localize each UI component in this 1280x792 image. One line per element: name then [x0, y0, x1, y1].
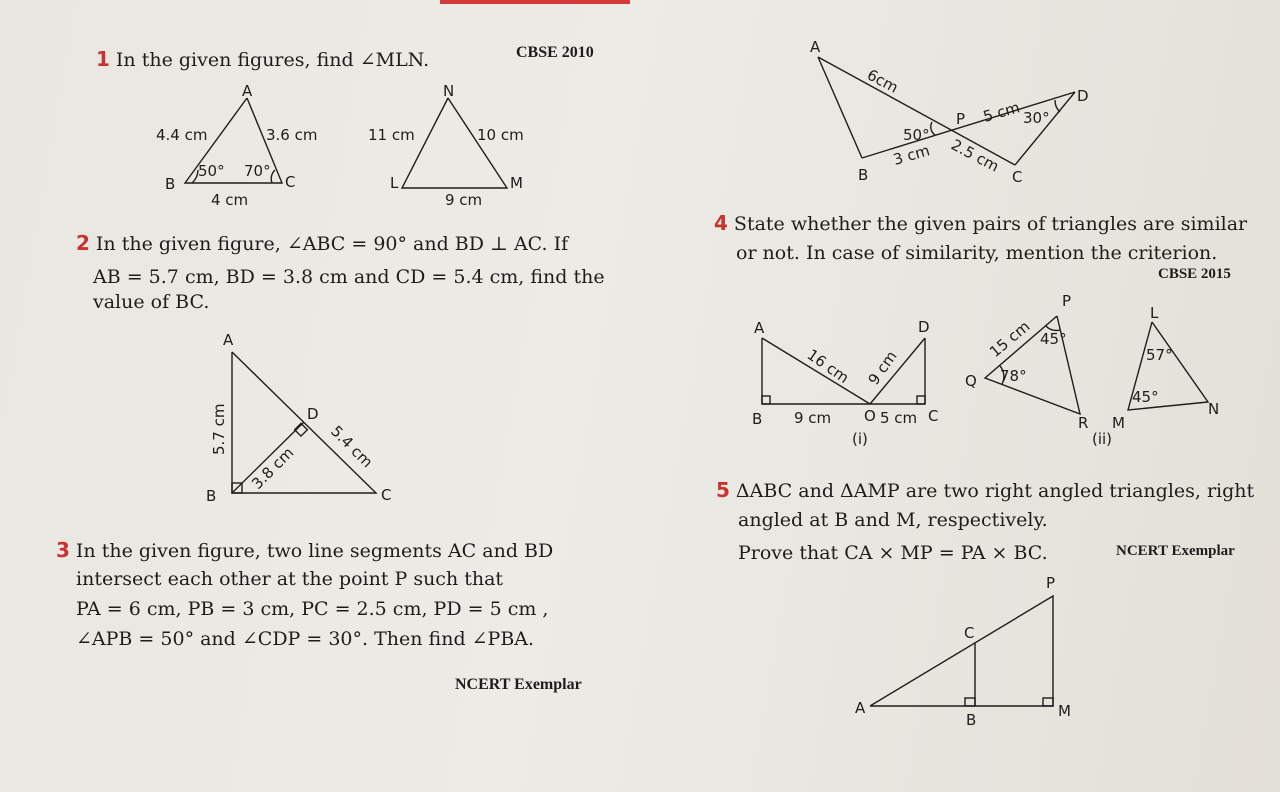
length-pc: 2.5 cm: [948, 135, 1003, 176]
question-4-line1: [714, 208, 1247, 239]
q4-figure-ii-pqr: [965, 292, 1088, 432]
label-p: P: [1046, 574, 1056, 592]
question-number: 5: [716, 478, 730, 502]
question-number: 2: [76, 231, 90, 255]
source-tag: NCERT Exemplar: [1116, 543, 1235, 559]
label-m: M: [510, 174, 523, 192]
label-c: C: [964, 624, 975, 642]
side-ab: 5.7 cm: [210, 403, 228, 455]
q4-figure-i: [752, 318, 938, 448]
label-b: B: [858, 166, 869, 184]
label-p: P: [1062, 292, 1072, 310]
label-d: D: [918, 318, 930, 336]
q2-figure: [206, 331, 391, 505]
caption-ii: (ii): [1092, 430, 1113, 448]
side-lm: 9 cm: [445, 191, 483, 209]
side-bd: 3.8 cm: [248, 443, 298, 493]
label-c: C: [381, 486, 392, 504]
side-dc: 5.4 cm: [327, 422, 377, 472]
label-r: R: [1078, 414, 1089, 432]
question-text: ΔABC and ΔAMP are two right angled triangles, right: [735, 480, 1255, 502]
question-2-line1: [76, 228, 568, 259]
angle-m: 45°: [1132, 388, 1159, 406]
question-number: 3: [56, 538, 70, 562]
question-5-line1: [716, 475, 1254, 506]
question-text: In the given figure, ∠ABC = 90° and BD ⊥ AC. If: [95, 233, 569, 255]
label-b: B: [752, 410, 763, 428]
question-text: In the given figure, two line segments AC and BD: [75, 540, 554, 562]
length-ao: 16 cm: [803, 345, 853, 388]
label-b: B: [206, 487, 217, 505]
angle-apb: 50°: [903, 126, 930, 144]
question-3-line3: PA = 6 cm, PB = 3 cm, PC = 2.5 cm, PD = 5 cm ,: [76, 598, 549, 620]
label-d: D: [307, 405, 319, 423]
angle-c: 70°: [244, 162, 271, 180]
length-pd: 5 cm: [981, 98, 1022, 126]
label-m: M: [1058, 702, 1071, 720]
question-text: State whether the given pairs of triangles are similar: [733, 213, 1248, 235]
label-o: O: [864, 407, 876, 425]
length-pb: 3 cm: [891, 141, 932, 169]
label-l: L: [1150, 304, 1159, 322]
label-a: A: [754, 319, 765, 337]
segment-dc: [1015, 92, 1075, 165]
question-2-line3: value of BC.: [93, 291, 210, 313]
question-3-line1: [56, 535, 553, 566]
side-bc: 4 cm: [211, 191, 249, 209]
label-c: C: [1012, 168, 1023, 186]
length-do: 9 cm: [864, 347, 901, 389]
length-oc: 5 cm: [880, 409, 918, 427]
side-ab: 4.4 cm: [156, 126, 208, 144]
label-m: M: [1112, 414, 1125, 432]
q1-figure-triangle-lmn: [368, 82, 524, 209]
angle-arc-c: [271, 170, 275, 183]
length-pq: 15 cm: [986, 317, 1034, 362]
source-tag: CBSE 2010: [516, 44, 594, 61]
q4-figure-ii-lmn: [1092, 304, 1219, 448]
question-4-line2: or not. In case of similarity, mention the criterion.: [736, 242, 1218, 264]
q5-figure: [855, 574, 1071, 729]
right-angle-b: [965, 698, 975, 706]
label-l: L: [390, 174, 399, 192]
side-nm: 10 cm: [477, 126, 524, 144]
question-text: In the given figures, find ∠MLN.: [115, 49, 430, 71]
label-n: N: [443, 82, 455, 100]
angle-p: 45°: [1040, 330, 1067, 348]
angle-cdp: 30°: [1023, 109, 1050, 127]
label-q: Q: [965, 372, 977, 390]
triangle-amp-lines: [870, 596, 1053, 706]
angle-arc-p: [931, 122, 935, 135]
label-a: A: [810, 38, 821, 56]
label-c: C: [285, 173, 296, 191]
side-ac: 3.6 cm: [266, 126, 318, 144]
angle-l: 57°: [1146, 346, 1173, 364]
label-b: B: [966, 711, 977, 729]
source-tag: NCERT Exemplar: [455, 676, 582, 693]
label-a: A: [223, 331, 234, 349]
caption-i: (i): [852, 430, 868, 448]
question-5-line2: angled at B and M, respectively.: [738, 509, 1048, 531]
question-number: 1: [96, 47, 110, 71]
label-n: N: [1208, 400, 1220, 418]
segment-ab: [818, 57, 862, 158]
question-3-line2: intersect each other at the point P such that: [76, 568, 504, 590]
q3-figure: [810, 38, 1089, 186]
right-angle-b: [762, 396, 770, 404]
angle-q: 78°: [1000, 367, 1027, 385]
length-pa: 6cm: [864, 65, 902, 97]
label-b: B: [165, 175, 176, 193]
question-3-line4: ∠APB = 50° and ∠CDP = 30°. Then find ∠PBA.: [76, 628, 535, 650]
label-a: A: [855, 699, 866, 717]
right-angle-m: [1043, 698, 1053, 706]
label-d: D: [1077, 87, 1089, 105]
question-number: 4: [714, 211, 728, 235]
q1-figure-triangle-abc: [156, 82, 317, 209]
label-a: A: [242, 82, 253, 100]
source-tag: CBSE 2015: [1158, 266, 1231, 282]
right-angle-c: [917, 396, 925, 404]
question-2-line2: AB = 5.7 cm, BD = 3.8 cm and CD = 5.4 cm, find the: [93, 266, 605, 288]
label-c: C: [928, 407, 939, 425]
side-ln: 11 cm: [368, 126, 415, 144]
question-5-line3: Prove that CA × MP = PA × BC.: [738, 542, 1048, 564]
angle-b: 50°: [198, 162, 225, 180]
length-bo: 9 cm: [794, 409, 832, 427]
label-p: P: [956, 110, 966, 128]
